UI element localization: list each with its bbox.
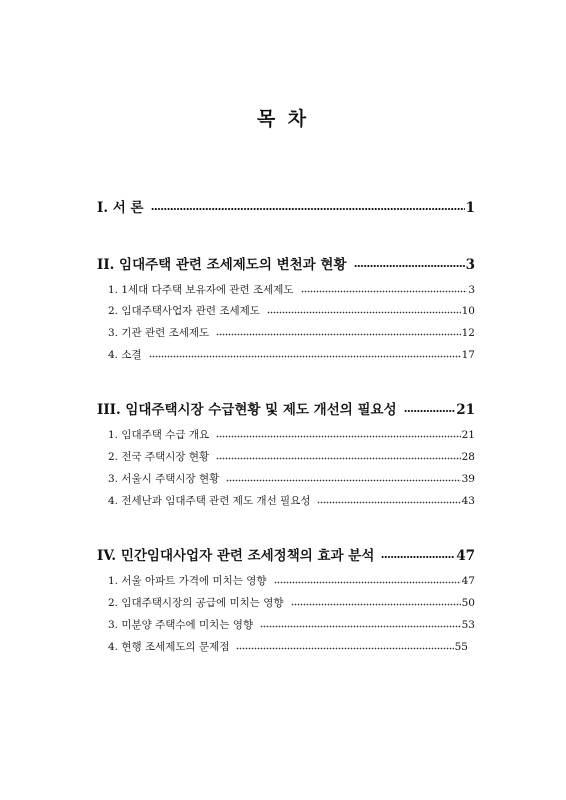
toc-section[interactable]	[108, 617, 475, 632]
chapter-title: IV. 민간임대사업자 관련 조세정책의 효과 분석	[97, 548, 375, 564]
section-title: 2. 임대주택사업자 관련 조세제도	[108, 305, 260, 317]
dot-leader	[274, 581, 461, 584]
page-number: 12	[461, 327, 475, 339]
toc-section[interactable]	[108, 449, 475, 464]
toc-chapter[interactable]	[97, 253, 475, 273]
toc-section[interactable]	[108, 282, 475, 297]
toc-section[interactable]	[108, 427, 475, 442]
section-title: 2. 전국 주택시장 현황	[108, 451, 210, 463]
dot-leader	[236, 647, 453, 650]
chapter-title: III. 임대주택시장 수급현황 및 제도 개선의 필요성	[97, 402, 397, 418]
section-title: 4. 전세난과 임대주택 관련 제도 개선 필요성	[108, 495, 311, 507]
toc-section[interactable]	[108, 639, 468, 654]
section-title: 3. 미분양 주택수에 미치는 영향	[108, 619, 254, 631]
page-number: 17	[461, 349, 475, 361]
section-title: 1. 1세대 다주택 보유자에 관련 조세제도	[108, 284, 294, 296]
page-number: 21	[461, 429, 475, 441]
toc-chapter[interactable]	[97, 196, 475, 216]
page-number: 47	[461, 575, 475, 587]
dot-leader	[291, 603, 461, 606]
toc-chapter[interactable]	[97, 544, 475, 564]
page-number: 50	[461, 597, 475, 609]
dot-leader	[260, 625, 461, 628]
toc-chapter[interactable]	[97, 398, 475, 418]
dot-leader	[301, 290, 468, 293]
page-title: 목 차	[256, 108, 310, 130]
toc-section[interactable]	[108, 595, 475, 610]
section-title: 4. 현행 조세제도의 문제점	[108, 641, 230, 653]
dot-leader	[226, 479, 460, 482]
section-title: 1. 서울 아파트 가격에 미치는 영향	[108, 575, 267, 587]
dot-leader	[267, 311, 461, 314]
dot-leader	[151, 207, 465, 211]
dot-leader	[216, 333, 460, 336]
section-title: 3. 서울시 주택시장 현황	[108, 473, 220, 485]
dot-leader	[404, 409, 456, 413]
page-number: 3	[468, 284, 475, 296]
page-number: 1	[465, 200, 475, 216]
page-number: 28	[461, 451, 475, 463]
toc-section[interactable]	[108, 303, 475, 318]
dot-leader	[216, 457, 460, 460]
page-number: 3	[465, 257, 475, 273]
page-number: 47	[456, 548, 475, 564]
page-number: 39	[461, 473, 475, 485]
dot-leader	[354, 264, 465, 268]
page-number: 53	[461, 619, 475, 631]
toc-section[interactable]	[108, 471, 475, 486]
section-title: 1. 임대주택 수급 개요	[108, 429, 210, 441]
page-number: 55	[454, 641, 468, 653]
dot-leader	[216, 435, 460, 438]
section-title: 4. 소결	[108, 349, 142, 361]
section-title: 3. 기관 관련 조세제도	[108, 327, 210, 339]
page-number: 21	[456, 402, 475, 418]
page-number: 43	[461, 495, 475, 507]
toc-section[interactable]	[108, 325, 475, 340]
toc-section[interactable]	[108, 493, 475, 508]
toc-section[interactable]	[108, 573, 475, 588]
chapter-title: II. 임대주택 관련 조세제도의 변천과 현황	[97, 257, 347, 273]
dot-leader	[149, 355, 461, 358]
chapter-title: I. 서 론	[97, 200, 144, 216]
dot-leader	[381, 555, 455, 559]
toc-section[interactable]	[108, 347, 475, 362]
dot-leader	[317, 501, 460, 504]
section-title: 2. 임대주택시장의 공급에 미치는 영향	[108, 597, 284, 609]
page-number: 10	[461, 305, 475, 317]
